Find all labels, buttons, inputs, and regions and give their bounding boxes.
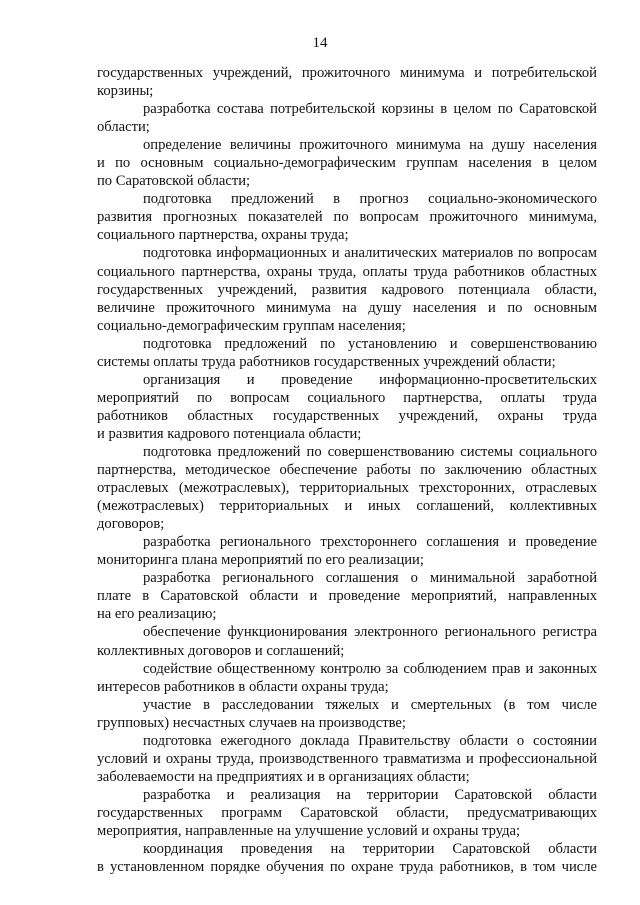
text-line: разработка регионального трехстороннего соглашения и проведение <box>143 534 597 551</box>
text-line: договоров; <box>97 516 165 533</box>
text-line: государственных учреждений, развития кадрового потенциала области, <box>97 281 597 298</box>
text-line: работников областных государственных учреждений, охраны труда <box>97 407 597 424</box>
text-line: социального партнерства, охраны труда; <box>97 227 349 244</box>
text-line: мероприятия, направленные на улучшение условий и охраны труда; <box>97 822 521 839</box>
text-line: на его реализацию; <box>97 606 217 623</box>
text-line: и по основным социально-демографическим группам населения в целом <box>97 155 597 172</box>
text-line: отраслевых (межотраслевых), территориальных трехсторонних, отраслевых <box>97 480 597 497</box>
text-line: области; <box>97 119 150 136</box>
text-line: корзины; <box>97 83 154 100</box>
text-line: подготовка предложений в прогноз социально-экономического <box>143 191 597 208</box>
text-line: разработка регионального соглашения о минимальной заработной <box>143 570 597 587</box>
text-line: подготовка ежегодного доклада Правительству области о состоянии <box>143 732 597 749</box>
text-line: определение величины прожиточного минимума на душу населения <box>143 137 597 154</box>
text-line: социально-демографическим группам населения; <box>97 317 406 334</box>
text-line: социального партнерства, охраны труда, оплаты труда работников областных <box>97 263 597 280</box>
text-line: заболеваемости на предприятиях и в организациях области; <box>97 768 470 785</box>
text-line: организация и проведение информационно-просветительских <box>143 371 597 388</box>
text-line: государственных программ Саратовской области, предусматривающих <box>97 804 597 821</box>
text-line: и развития кадрового потенциала области; <box>97 425 362 442</box>
text-line: разработка и реализация на территории Саратовской области <box>143 786 597 803</box>
text-line: партнерства, методическое обеспечение работы по заключению областных <box>97 462 597 479</box>
text-line: мероприятий по вопросам социального партнерства, оплаты труда <box>97 389 597 406</box>
text-line: групповых) несчастных случаев на производстве; <box>97 714 406 731</box>
text-line: участие в расследовании тяжелых и смертельных (в том числе <box>143 696 597 713</box>
text-line: интересов работников в области охраны труда; <box>97 678 389 695</box>
text-line: в установленном порядке обучения по охране труда работников, в том числе <box>97 859 597 876</box>
text-line: (межотраслевых) территориальных и иных соглашений, коллективных <box>97 498 597 515</box>
text-line: подготовка предложений по совершенствованию системы социального <box>143 443 597 460</box>
text-line: разработка состава потребительской корзины в целом по Саратовской <box>143 101 597 118</box>
text-line: подготовка предложений по установлению и совершенствованию <box>143 335 597 352</box>
text-line: условий и охраны труда, производственного травматизма и профессиональной <box>97 750 597 767</box>
document-body <box>97 64 597 876</box>
text-line: коллективных договоров и соглашений; <box>97 642 345 659</box>
text-line: развития прогнозных показателей по вопросам прожиточного минимума, <box>97 209 597 226</box>
text-line: обеспечение функционирования электронного регионального регистра <box>143 624 597 641</box>
text-line: по Саратовской области; <box>97 173 251 190</box>
text-line: величине прожиточного минимума на душу населения и по основным <box>97 299 597 316</box>
text-line: подготовка информационных и аналитических материалов по вопросам <box>143 245 597 262</box>
text-line: государственных учреждений, прожиточного минимума и потребительской <box>97 65 597 81</box>
text-line: системы оплаты труда работников государственных учреждений области; <box>97 353 556 370</box>
text-line: координация проведения на территории Саратовской области <box>143 841 597 858</box>
text-line: содействие общественному контролю за соблюдением прав и законных <box>143 660 597 677</box>
text-line: мониторинга плана мероприятий по его реализации; <box>97 552 424 569</box>
text-line: плате в Саратовской области и проведение мероприятий, направленных <box>97 588 597 605</box>
page-number: 14 <box>312 35 328 51</box>
